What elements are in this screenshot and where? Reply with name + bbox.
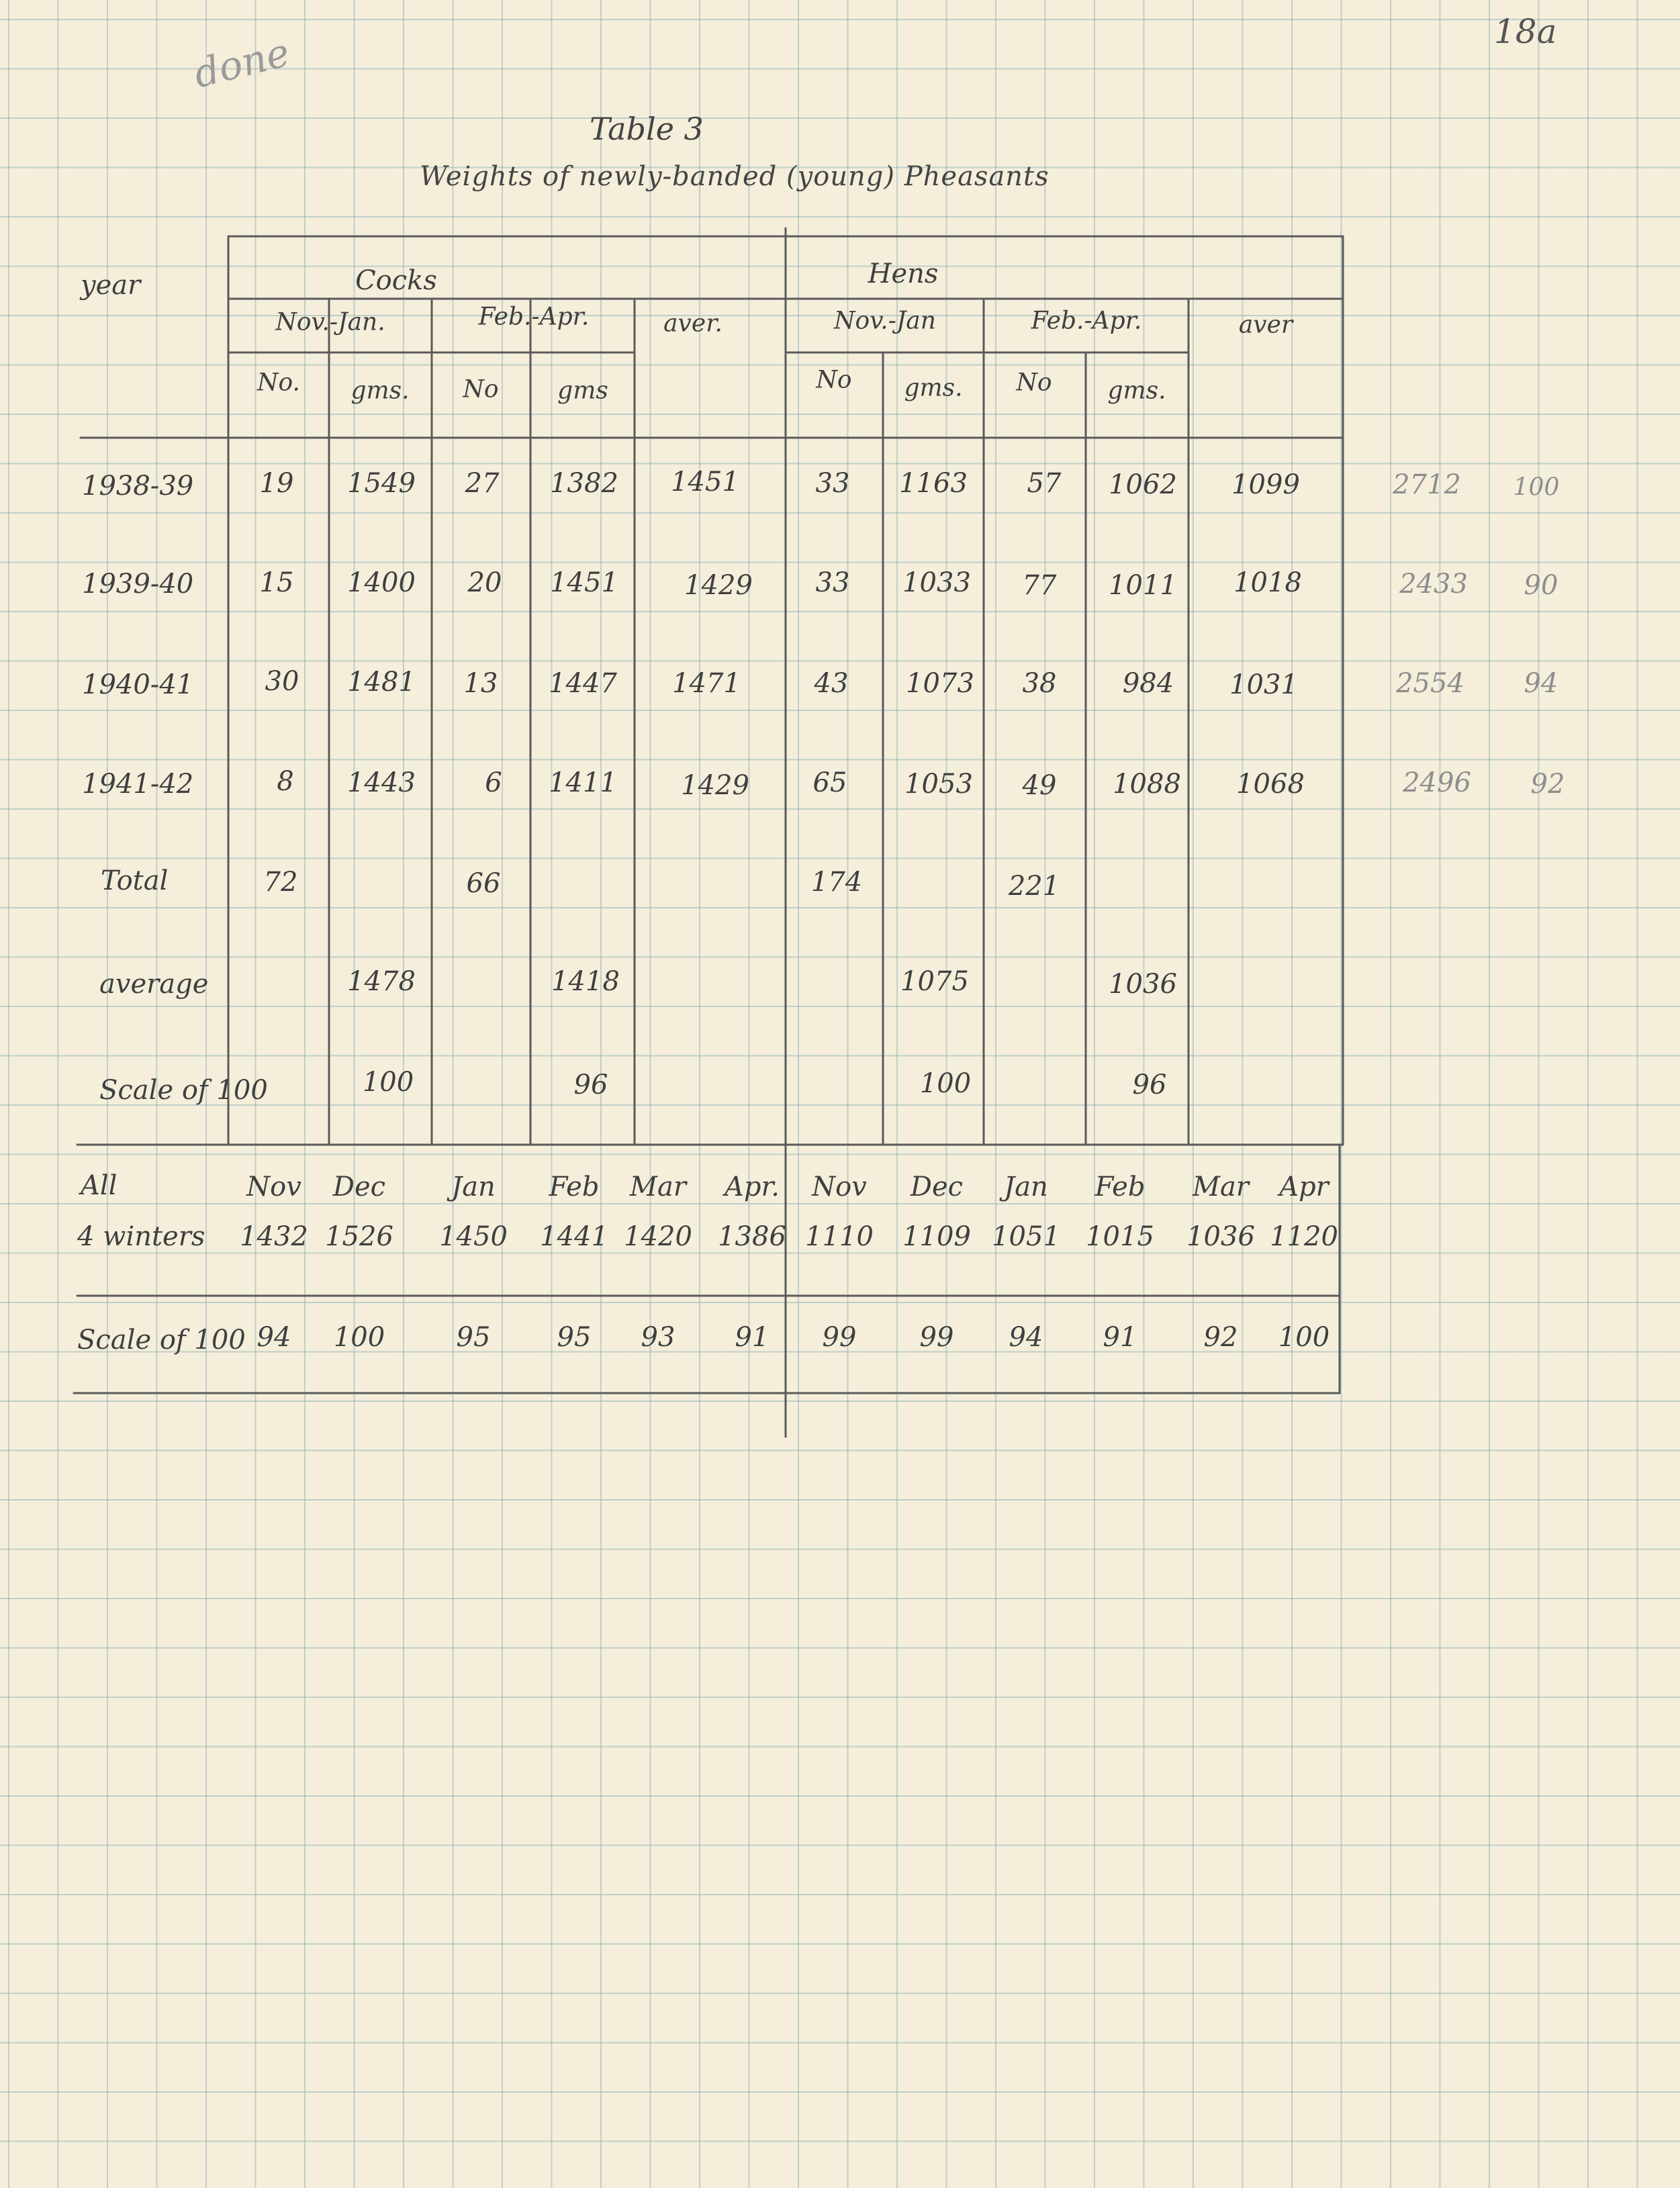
table-cell: 1481 [347, 667, 416, 698]
table-cell: 1068 [1236, 769, 1305, 800]
table-cell: 1400 [347, 567, 416, 598]
month-value: 1526 [325, 1221, 393, 1252]
month-value: 1441 [540, 1221, 608, 1252]
table-cell: 15 [259, 567, 294, 598]
table-cell: 1075 [900, 966, 969, 997]
header-hens-feb-apr: Feb.-Apr. [1031, 307, 1142, 335]
table-cell: 1036 [1109, 969, 1177, 1000]
table-cell: 1429 [681, 770, 749, 801]
header-hens-nj-gms: gms. [904, 374, 963, 402]
table-cell: 1031 [1229, 669, 1298, 700]
month-header: Jan [451, 1172, 496, 1202]
header-cocks-nj-no: No. [257, 369, 300, 397]
extra-scale: 90 [1524, 570, 1558, 601]
table-cell: 1088 [1113, 769, 1181, 800]
month-value: 1450 [439, 1221, 508, 1252]
month-value: 1432 [240, 1221, 308, 1252]
month-scale-value: 91 [735, 1322, 769, 1353]
table-cell: 1062 [1109, 469, 1177, 500]
header-hens-aver: aver [1238, 311, 1293, 339]
table-cell: 1478 [347, 966, 416, 997]
header-hens-nj-no: No [816, 366, 852, 394]
table-cell: 65 [812, 767, 847, 798]
header-cocks-feb-apr: Feb.-Apr. [478, 303, 590, 331]
month-scale-value: 94 [256, 1322, 291, 1353]
header-cocks-fa-gms: gms [557, 377, 608, 405]
month-value: 1110 [805, 1221, 874, 1252]
table-cell: 1382 [550, 468, 618, 499]
month-header: Dec [332, 1172, 386, 1202]
month-header: Apr. [725, 1172, 780, 1202]
month-scale-value: 99 [822, 1322, 857, 1353]
header-cocks: Cocks [355, 265, 437, 296]
header-cocks-fa-no: No [463, 375, 499, 403]
table-subtitle: Weights of newly-banded (young) Pheasants [420, 161, 1049, 192]
header-hens-fa-gms: gms. [1107, 377, 1166, 405]
month-value: 1120 [1270, 1221, 1338, 1252]
month-value: 1109 [902, 1221, 971, 1252]
table-cell: 96 [573, 1069, 608, 1100]
month-header: Mar [630, 1172, 686, 1202]
table-cell: 19 [259, 468, 294, 499]
header-hens: Hens [868, 258, 939, 289]
table-cell: 1018 [1233, 567, 1302, 598]
month-header: Jan [1004, 1172, 1048, 1202]
table-cell: 77 [1022, 570, 1057, 601]
table-cell: 174 [810, 867, 863, 898]
table-cell: 1011 [1109, 570, 1177, 601]
month-scale-value: 99 [919, 1322, 954, 1353]
table-cell: 1053 [904, 769, 973, 800]
table-cell: 221 [1008, 871, 1060, 902]
table-cell: 8 [277, 766, 294, 797]
table-cell: 100 [919, 1068, 972, 1099]
extra-scale: 100 [1513, 473, 1560, 502]
table-cell: 1443 [347, 767, 416, 798]
month-header: Mar [1193, 1172, 1249, 1202]
table-cell: 984 [1122, 668, 1174, 699]
table-cell: 1429 [684, 570, 753, 601]
monthly-label-line2: 4 winters [77, 1221, 205, 1252]
month-value: 1420 [624, 1221, 692, 1252]
table-cell: 27 [465, 468, 500, 499]
header-cocks-nj-gms: gms. [351, 377, 410, 405]
extra-total: 2554 [1396, 668, 1464, 699]
header-cocks-nov-jan: Nov.-Jan. [275, 308, 385, 336]
month-value: 1015 [1086, 1221, 1154, 1252]
month-header: Nov [246, 1172, 301, 1202]
monthly-label-line1: All [81, 1170, 118, 1201]
month-value: 1036 [1186, 1221, 1255, 1252]
month-value: 1051 [992, 1221, 1060, 1252]
table-cell: 6 [485, 767, 502, 798]
table-cell: 30 [265, 666, 299, 697]
table-cell: 43 [814, 668, 849, 699]
scale-label: Scale of 100 [99, 1075, 268, 1106]
month-scale-value: 91 [1103, 1322, 1137, 1353]
header-year: year [81, 270, 141, 301]
month-scale-value: 100 [1278, 1322, 1330, 1353]
extra-total: 2496 [1403, 767, 1471, 798]
table-cell: 38 [1022, 668, 1057, 699]
table-cell: 1411 [549, 767, 617, 798]
extra-total: 2712 [1393, 469, 1461, 500]
table-cell: 57 [1027, 468, 1062, 499]
month-header: Dec [910, 1172, 964, 1202]
month-scale-value: 93 [641, 1322, 675, 1353]
month-value: 1386 [718, 1221, 786, 1252]
row-year: 1938-39 [82, 471, 194, 502]
header-cocks-aver: aver. [663, 310, 722, 338]
extra-scale: 94 [1524, 668, 1558, 699]
average-label: average [99, 969, 209, 1000]
table-cell: 1451 [550, 567, 618, 598]
table-cell: 100 [362, 1067, 414, 1098]
table-cell: 20 [467, 567, 502, 598]
month-scale-value: 92 [1203, 1322, 1238, 1353]
total-label: Total [101, 865, 169, 896]
extra-scale: 92 [1530, 769, 1565, 800]
table-title: Table 3 [590, 111, 704, 147]
extra-total: 2433 [1399, 569, 1468, 600]
table-cell: 1418 [551, 966, 620, 997]
month-header: Feb [549, 1172, 600, 1202]
table-cell: 1447 [549, 668, 617, 699]
header-hens-nov-jan: Nov.-Jan [834, 307, 936, 335]
table-cell: 1451 [671, 467, 739, 497]
table-cell: 66 [466, 868, 501, 899]
month-scale-value: 100 [333, 1322, 385, 1353]
month-scale-value: 95 [557, 1322, 592, 1353]
table-cell: 33 [815, 567, 850, 598]
table-cell: 1033 [902, 567, 971, 598]
table-cell: 1471 [672, 668, 741, 699]
table-cell: 13 [463, 668, 498, 699]
table-cell: 33 [815, 468, 850, 499]
row-year: 1939-40 [82, 569, 194, 600]
table-cell: 72 [263, 867, 298, 898]
margin-note: done [189, 29, 294, 97]
header-hens-fa-no: No [1016, 369, 1052, 397]
table-cell: 96 [1132, 1069, 1167, 1100]
table-cell: 49 [1022, 770, 1057, 801]
month-scale-value: 94 [1009, 1322, 1043, 1353]
page-number: 18a [1494, 12, 1557, 51]
month-header: Nov [812, 1172, 867, 1202]
month-header: Apr [1279, 1172, 1329, 1202]
month-scale-value: 95 [456, 1322, 491, 1353]
table-cell: 1549 [347, 468, 416, 499]
table-cell: 1163 [899, 468, 968, 499]
row-year: 1941-42 [82, 769, 194, 800]
monthly-scale-label: Scale of 100 [77, 1325, 246, 1355]
row-year: 1940-41 [82, 669, 194, 700]
table-cell: 1073 [906, 668, 974, 699]
month-header: Feb [1094, 1172, 1146, 1202]
table-cell: 1099 [1231, 469, 1300, 500]
